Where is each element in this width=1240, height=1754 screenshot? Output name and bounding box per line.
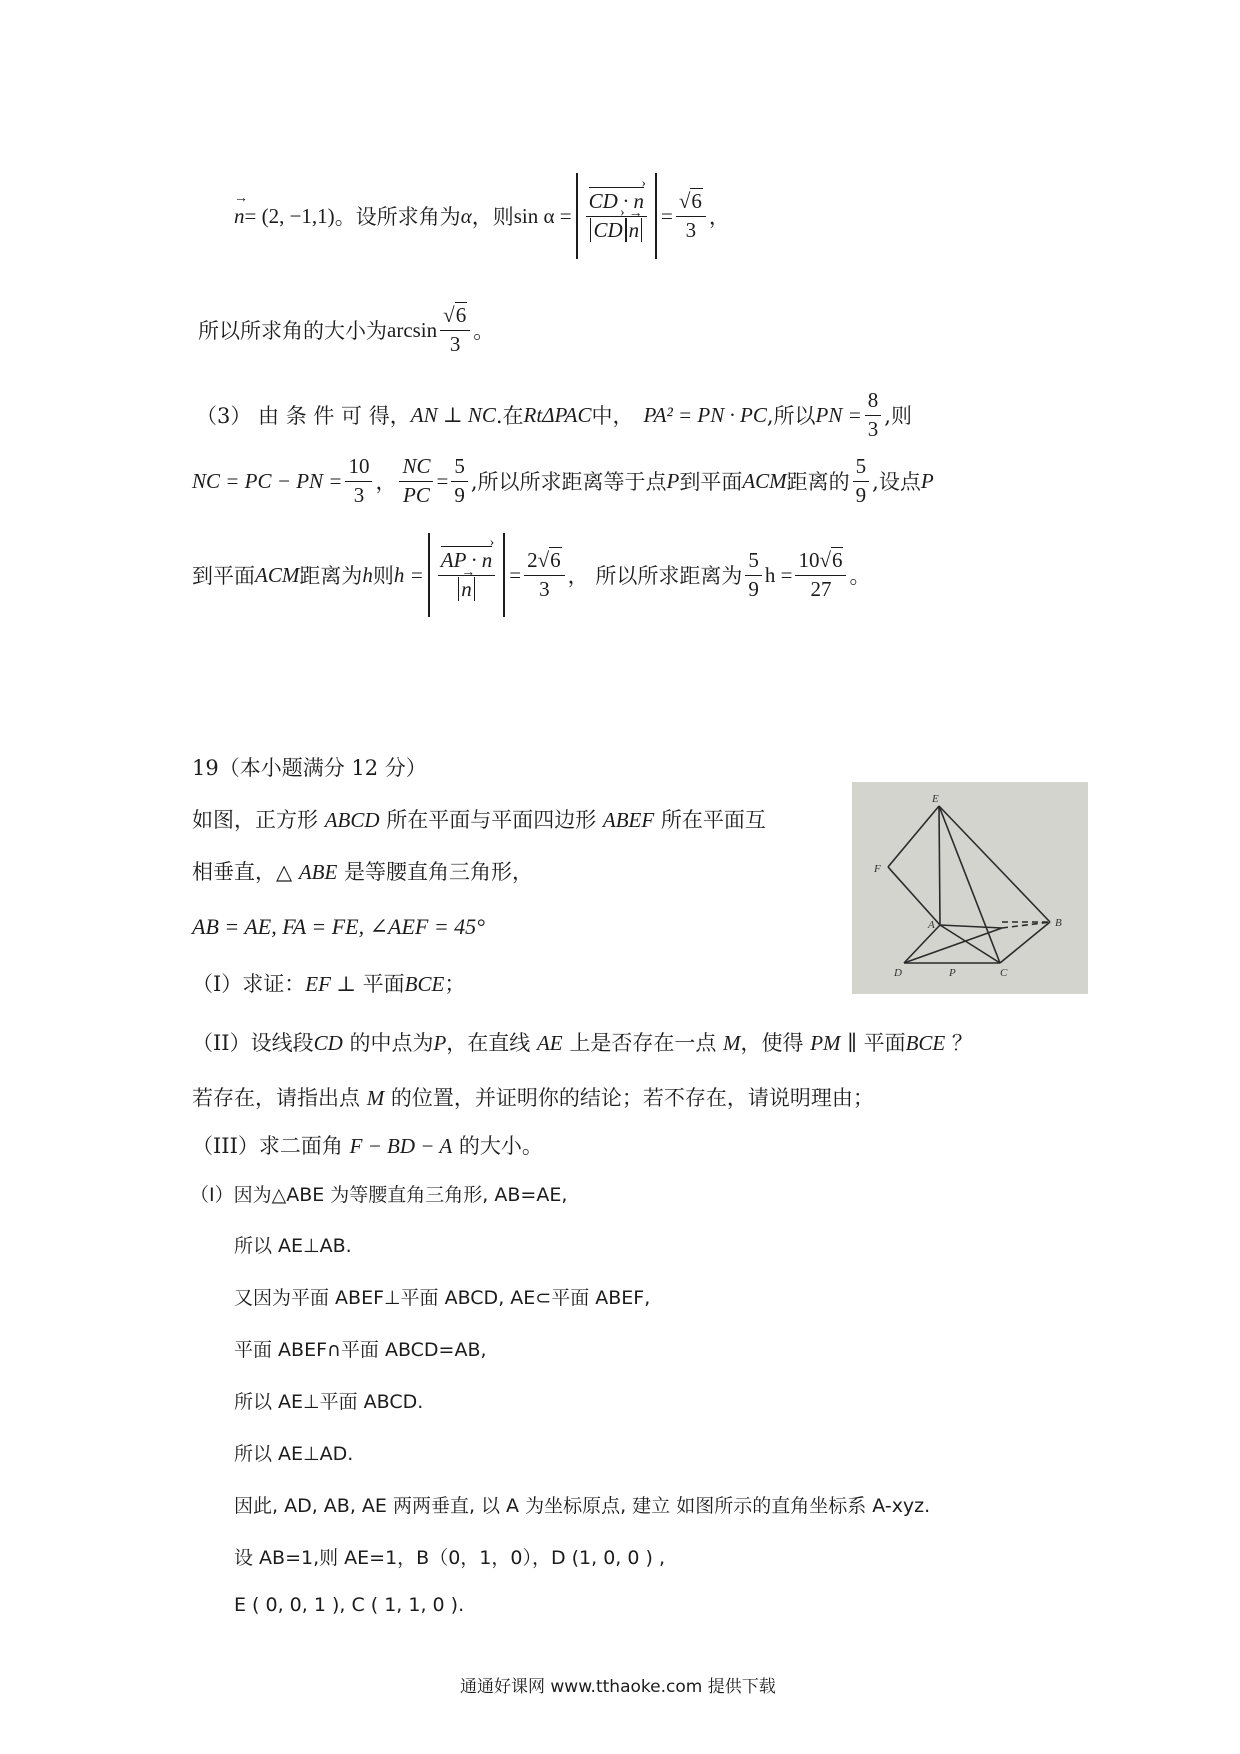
fraction: [586, 190, 647, 241]
geometry-figure: [852, 782, 1088, 994]
text: ，则: [471, 205, 514, 229]
fraction-denominator: PC: [403, 482, 430, 507]
solution-step: 设 AB=1,则 AE=1，B（0，1，0），D (1, 0, 0 ) ,: [234, 1547, 666, 1569]
fraction-numerator: CD · n ›: [586, 190, 647, 216]
abs-value: [428, 533, 506, 617]
text: ,所以所求距离等于点: [470, 470, 667, 494]
fraction: [440, 304, 470, 355]
question-part-3: [192, 1130, 543, 1160]
fig-label-d: D: [894, 967, 902, 979]
text: ，: [375, 470, 397, 494]
fraction-numerator: 10√6: [795, 549, 846, 575]
text: 的中点为: [342, 1031, 434, 1055]
question-title: 19（本小题满分 12 分）: [192, 756, 427, 780]
formula: h =: [393, 562, 424, 587]
abs-value: [576, 173, 657, 259]
plane-acm: ACM: [255, 562, 300, 587]
fig-label-a: A: [928, 919, 935, 931]
question-part-2: [192, 1027, 973, 1057]
equals: =: [661, 203, 673, 228]
text: 距离的: [786, 470, 850, 494]
solution-line-part3-3: [192, 530, 870, 620]
text: ，: [708, 205, 730, 229]
fraction-numerator: AP · n ›: [438, 549, 496, 575]
text: 若存在，请指出点: [192, 1086, 367, 1110]
text: 的位置，并证明你的结论；若不存在，请说明理由；: [384, 1086, 874, 1110]
text: 是等腰直角三角形，: [337, 860, 533, 884]
arcsin: arcsin: [387, 317, 438, 342]
text: 。: [849, 564, 871, 588]
plane-acm: ACM: [742, 468, 787, 493]
line-ae: AE: [536, 1031, 563, 1055]
edge-fa: [888, 867, 940, 925]
text: 。设所求角为: [334, 205, 461, 229]
fraction-numerator: 2√6: [524, 549, 565, 575]
solution-line-arcsin: [198, 295, 494, 365]
text: （II）设线段: [192, 1031, 314, 1055]
text: ∥ 平面: [840, 1031, 906, 1055]
fraction: [345, 455, 372, 506]
fraction-numerator: NC: [399, 455, 433, 481]
fraction-denominator: 3: [685, 217, 697, 242]
text: 所以所求角的大小为: [198, 319, 387, 343]
formula: PN =: [815, 402, 862, 427]
fraction-numerator: 8: [865, 389, 882, 415]
text: ,则: [884, 404, 912, 428]
text: （I）求证：: [192, 972, 306, 996]
text: 相垂直，△: [192, 860, 299, 884]
text: 距离为: [299, 564, 363, 588]
fraction-denominator: 3: [353, 482, 365, 507]
text: 的大小。: [452, 1134, 543, 1158]
fraction-numerator: 10: [345, 455, 372, 481]
n-vector: → n: [234, 204, 245, 229]
fraction-numerator: 5: [853, 455, 870, 481]
question-stem-line-1: [192, 804, 766, 834]
fraction: [853, 455, 870, 506]
fraction-denominator: 9: [748, 576, 759, 601]
text: ,所以: [766, 404, 816, 428]
fraction-numerator: √6: [440, 304, 470, 330]
fraction-denominator: 27: [810, 576, 832, 601]
question-part-2-cont: [192, 1082, 874, 1112]
solution-step: 所以 AE⊥AB.: [234, 1235, 352, 1257]
point-p: P: [920, 468, 934, 493]
text: 平面: [355, 972, 405, 996]
text: ， 所以所求距离为: [567, 564, 743, 588]
text: 所在平面与平面四边形: [379, 808, 603, 832]
question-stem-line-2: [192, 856, 533, 886]
point-m: M: [723, 1031, 741, 1055]
fraction-denominator: 3: [867, 416, 879, 441]
fraction-denominator: CD ›→ n: [587, 217, 645, 242]
solution-step: 又因为平面 ABEF⊥平面 ABCD, AE⊂平面 ABEF,: [234, 1287, 651, 1309]
solution-step: 平面 ABEF∩平面 ABCD=AB,: [234, 1339, 487, 1361]
n-value: = (2, −1,1): [244, 203, 335, 228]
fig-label-c: C: [1000, 967, 1008, 979]
plane-bce: BCE: [905, 1031, 946, 1055]
segment-pm: PM: [810, 1031, 841, 1055]
fraction: [438, 549, 496, 600]
sin-alpha: sin α =: [513, 203, 572, 228]
fig-label-f: F: [874, 863, 881, 875]
text: ；: [444, 972, 466, 996]
text: ,设点: [872, 470, 921, 494]
text: 。: [473, 319, 495, 343]
text: ，使得: [740, 1031, 811, 1055]
fraction-denominator: 3: [539, 576, 550, 601]
fraction: [865, 389, 882, 440]
square-abcd: ABCD: [324, 808, 380, 832]
text: 上是否存在一点: [562, 1031, 723, 1055]
quad-abef: ABEF: [602, 808, 655, 832]
text: 到平面: [192, 564, 255, 588]
point-p: P: [433, 1031, 447, 1055]
formula: NC = PC − PN =: [192, 468, 343, 493]
text: .在: [495, 404, 524, 428]
point-p: P: [666, 468, 680, 493]
figure-drawing: [852, 782, 1088, 994]
fraction: [524, 549, 565, 600]
question-part-1: [192, 968, 465, 998]
text: 所在平面互: [654, 808, 766, 832]
fig-label-b: B: [1055, 917, 1062, 929]
solution-line-part3-1: [196, 380, 912, 450]
text: ？: [945, 1031, 973, 1055]
fraction-denominator: 3: [449, 331, 461, 356]
text: （III）求二面角: [192, 1134, 350, 1158]
edge-ab: [940, 925, 1002, 928]
fraction-numerator: 5: [745, 549, 762, 575]
fraction: [676, 190, 706, 241]
fraction: [399, 455, 433, 506]
edge-ac: [940, 925, 1000, 963]
alpha-symbol: α: [460, 203, 472, 228]
text: 中，: [591, 404, 634, 428]
equals: =: [509, 562, 522, 587]
triangle-abe: ABE: [298, 860, 338, 884]
text: 到平面: [679, 470, 743, 494]
plane-bce: BCE: [404, 972, 445, 996]
fraction-denominator: → n: [455, 576, 478, 601]
solution-line-part3-2: [192, 446, 934, 516]
equals: =: [436, 468, 449, 493]
text: 则: [372, 564, 394, 588]
fraction-numerator: √6: [676, 190, 706, 216]
text: 如图，正方形: [192, 808, 325, 832]
solution-step: E ( 0, 0, 1 ), C ( 1, 1, 0 ).: [234, 1594, 465, 1616]
fraction: [451, 455, 468, 506]
fraction-denominator: 9: [855, 482, 867, 507]
edge-ea: [939, 806, 940, 925]
solution-step: 所以 AE⊥AD.: [234, 1443, 354, 1465]
question-condition: AB = AE, FA = FE, ∠AEF = 45°: [192, 914, 485, 939]
solution-line-n-vector: [234, 166, 730, 266]
formula: PA² = PN · PC: [643, 402, 767, 427]
segment-cd: CD: [313, 1031, 343, 1055]
fraction: [795, 549, 846, 600]
page-footer: 通通好课网 www.tthaoke.com 提供下载: [460, 1677, 776, 1697]
edge-ef: [888, 806, 939, 867]
solution-step: （I）因为△ABE 为等腰直角三角形, AB=AE,: [190, 1184, 568, 1206]
edge-eb: [939, 806, 1050, 922]
formula: RtΔPAC: [523, 402, 592, 427]
formula: h =: [764, 562, 793, 587]
h-symbol: h: [362, 562, 373, 587]
text: （3） 由 条 件 可 得，: [196, 404, 411, 428]
solution-step: 所以 AE⊥平面 ABCD.: [234, 1391, 424, 1413]
fig-label-p: P: [949, 967, 956, 979]
edge-cb: [1000, 922, 1050, 963]
formula: EF ⊥: [305, 972, 356, 996]
point-m: M: [366, 1086, 385, 1110]
fig-label-e: E: [932, 793, 939, 805]
solution-step: 因此, AD, AB, AE 两两垂直, 以 A 为坐标原点, 建立 如图所示的直角坐标系 A-xyz.: [234, 1495, 931, 1517]
formula: AN ⊥ NC: [410, 402, 496, 427]
fraction: [745, 549, 762, 600]
fraction-numerator: 5: [451, 455, 468, 481]
text: ，在直线: [446, 1031, 537, 1055]
fraction-denominator: 9: [454, 482, 465, 507]
dihedral-angle: F − BD − A: [349, 1134, 453, 1158]
